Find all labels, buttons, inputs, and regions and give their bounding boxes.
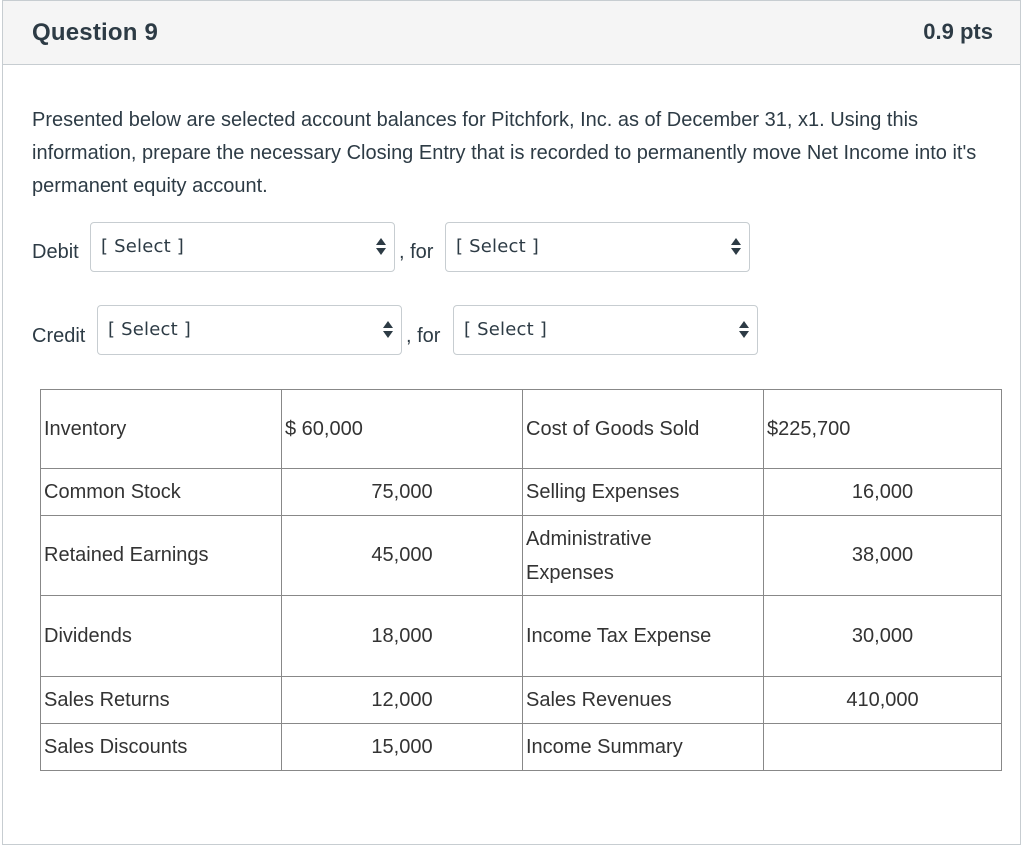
account-name-cell: Administrative Expenses: [523, 516, 764, 596]
credit-account-select-value: [ Select ]: [108, 319, 192, 340]
account-name-cell: Sales Revenues: [523, 677, 764, 724]
account-value-cell: $225,700: [764, 390, 1002, 469]
account-value-cell: 410,000: [764, 677, 1002, 724]
table-row: [41, 596, 1002, 677]
account-name-cell: Income Summary: [523, 724, 764, 771]
table-row: [41, 469, 1002, 516]
credit-amount-select-value: [ Select ]: [464, 319, 548, 340]
question-title: Question 9: [32, 19, 159, 46]
account-name-cell: Income Tax Expense: [523, 596, 764, 677]
account-value-cell: 18,000: [282, 596, 523, 677]
account-value-cell: 45,000: [282, 516, 523, 596]
account-name-cell: Dividends: [41, 596, 282, 677]
select-arrows-icon: [376, 236, 386, 258]
question-points: 0.9 pts: [923, 19, 993, 44]
debit-account-select-value: [ Select ]: [101, 236, 185, 257]
account-name-cell: Common Stock: [41, 469, 282, 516]
credit-account-select[interactable]: [97, 305, 402, 355]
select-arrows-icon: [383, 319, 393, 341]
table-row: [41, 724, 1002, 771]
account-name-cell: Retained Earnings: [41, 516, 282, 596]
debit-label: Debit: [32, 241, 79, 263]
table-row: [41, 677, 1002, 724]
account-value-cell: 38,000: [764, 516, 1002, 596]
credit-for-separator: , for: [406, 325, 441, 347]
debit-account-select[interactable]: [90, 222, 395, 272]
account-name-cell: Selling Expenses: [523, 469, 764, 516]
question-header: [3, 1, 1020, 65]
table-row: [41, 516, 1002, 596]
credit-amount-select[interactable]: [453, 305, 758, 355]
account-name-cell: Sales Returns: [41, 677, 282, 724]
select-arrows-icon: [731, 236, 741, 258]
debit-amount-select-value: [ Select ]: [456, 236, 540, 257]
account-name-cell: Cost of Goods Sold: [523, 390, 764, 469]
debit-amount-select[interactable]: [445, 222, 750, 272]
select-arrows-icon: [739, 319, 749, 341]
account-value-cell: $ 60,000: [282, 390, 523, 469]
debit-for-separator: , for: [399, 241, 434, 263]
account-value-cell: 30,000: [764, 596, 1002, 677]
question-card: [2, 0, 1021, 845]
account-name-cell: Sales Discounts: [41, 724, 282, 771]
account-value-cell: 12,000: [282, 677, 523, 724]
account-balances-table: [40, 389, 1002, 771]
credit-label: Credit: [32, 325, 86, 347]
account-name-cell: Inventory: [41, 390, 282, 469]
account-value-cell: [764, 724, 1002, 771]
account-value-cell: 75,000: [282, 469, 523, 516]
table-row: [41, 390, 1002, 469]
account-value-cell: 15,000: [282, 724, 523, 771]
account-value-cell: 16,000: [764, 469, 1002, 516]
question-prompt: Presented below are selected account balances for Pitchfork, Inc. as of December 31, x1. Using this information, prepare the necessary Closing Entry that is recorded to permanently move Net Income into it's permanent equity account.: [32, 109, 977, 197]
